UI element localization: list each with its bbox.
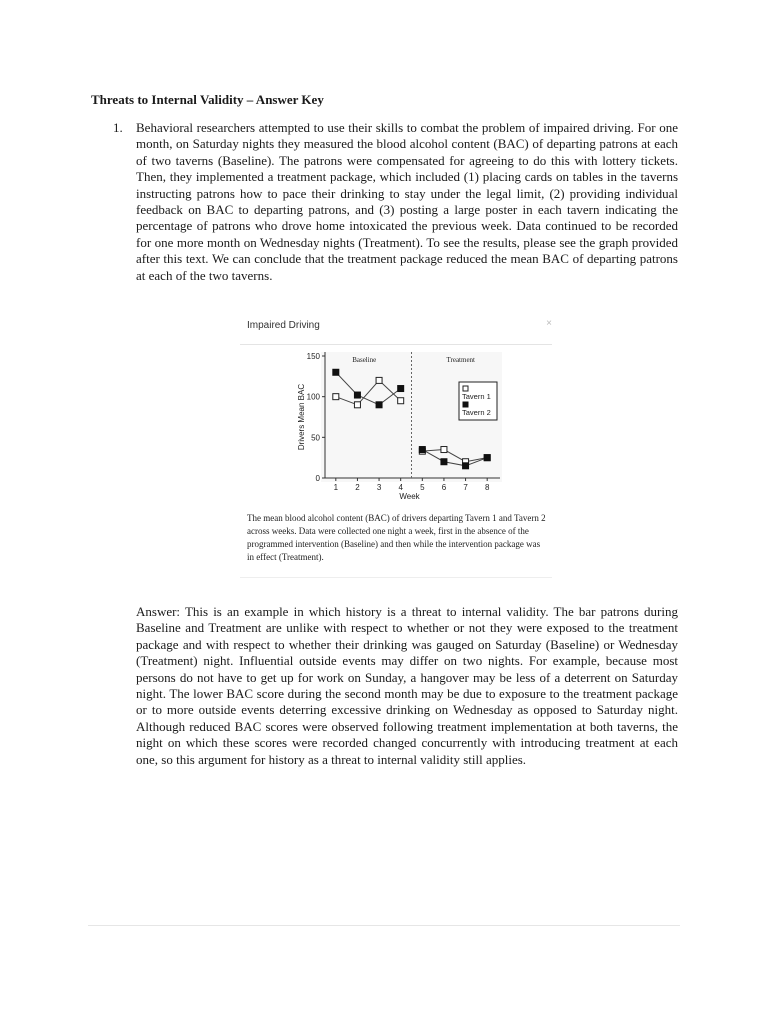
legend-label: Tavern 1 <box>462 392 491 401</box>
y-tick-label: 0 <box>315 474 320 483</box>
answer-paragraph: Answer: This is an example in which history is a threat to internal validity. The bar patrons during Baseline and Treatment are unlike with respect to whether or not they were exposed to the treatment package and with respect to whether their drinking was gauged on Saturday (Baseline) or Wednesday (Treatment) night. Influential outside events may differ on two nights. For example, because most persons do not have to get up for work on Sunday, a hangover may be less of a deterrent on Saturday night. The lower BAC score during the second month may be due to exposure to the treatment package or to more outside events deterring excessive drinking on Wednesday as opposed to Saturday night. Although reduced BAC scores were observed following treatment implementation at both taverns, the night on which these scores were recorded changed concurrently with introducing treatment at each one, so this argument for history as a threat to internal validity still applies. <box>136 604 678 767</box>
y-tick-label: 100 <box>306 392 320 402</box>
y-tick-label: 150 <box>306 352 320 361</box>
x-axis-label: Week <box>399 492 420 501</box>
page-footer-rule <box>88 925 680 926</box>
x-tick-label: 4 <box>398 483 403 492</box>
figure-header: Impaired Driving <box>247 320 320 331</box>
x-tick-label: 3 <box>376 483 382 492</box>
data-point-2 <box>398 386 404 392</box>
data-point-1 <box>441 447 447 453</box>
data-point-2 <box>484 455 490 461</box>
data-point-2 <box>441 459 447 465</box>
x-tick-label: 8 <box>484 483 490 492</box>
x-tick-label: 1 <box>333 483 339 492</box>
data-point-2 <box>376 402 382 408</box>
legend-label: Tavern 2 <box>462 408 491 417</box>
data-point-2 <box>463 463 469 469</box>
data-point-2 <box>333 369 339 375</box>
legend-marker <box>463 386 468 391</box>
bac-line-chart <box>240 314 552 504</box>
data-point-1 <box>376 377 382 383</box>
data-point-1 <box>398 398 404 404</box>
phase-label: Treatment <box>446 356 476 364</box>
question-number: 1. <box>113 120 123 135</box>
data-point-2 <box>354 392 360 398</box>
data-point-1 <box>354 402 360 408</box>
x-tick-label: 5 <box>420 483 425 492</box>
figure-caption: The mean blood alcohol content (BAC) of drivers departing Tavern 1 and Tavern 2 across weeks. Data were collected one night a week, first in the absence of the programmed intervention (Baseline) and then while the intervention package was in effect (Treatment). <box>247 513 546 562</box>
figure-divider-bottom <box>240 577 552 578</box>
document-title: Threats to Internal Validity – Answer Key <box>91 92 324 107</box>
data-point-2 <box>419 447 425 453</box>
y-tick-label: 50 <box>311 433 320 443</box>
x-tick-label: 7 <box>463 483 468 492</box>
phase-label: Baseline <box>352 356 377 364</box>
question-paragraph: Behavioral researchers attempted to use their skills to combat the problem of impaired driving. For one month, on Saturday nights they measured the blood alcohol content (BAC) of departing patrons at each of two taverns (Baseline). The patrons were compensated for agreeing to do this with lottery tickets. Then, they implemented a treatment package, which included (1) placing cards on tables in the taverns instructing patrons how to pace their drinking to stay under the legal limit, (2) providing individual feedback on BAC to departing patrons, and (3) posting a large poster in each tavern indicating the percentage of patrons who drove home intoxicated the previous week. Data continued to be recorded for one more month on Wednesday nights (Treatment). To see the results, please see the graph provided after this text. We can conclude that the treatment package reduced the mean BAC of departing patrons at each of the two taverns. <box>136 120 678 283</box>
x-tick-label: 6 <box>441 483 447 492</box>
legend-marker <box>463 402 468 407</box>
figure-impaired-driving <box>240 314 552 578</box>
x-tick-label: 2 <box>355 483 360 492</box>
close-icon[interactable]: × <box>546 318 552 329</box>
y-axis-label: Drivers Mean BAC <box>297 383 306 451</box>
data-point-1 <box>333 394 339 400</box>
